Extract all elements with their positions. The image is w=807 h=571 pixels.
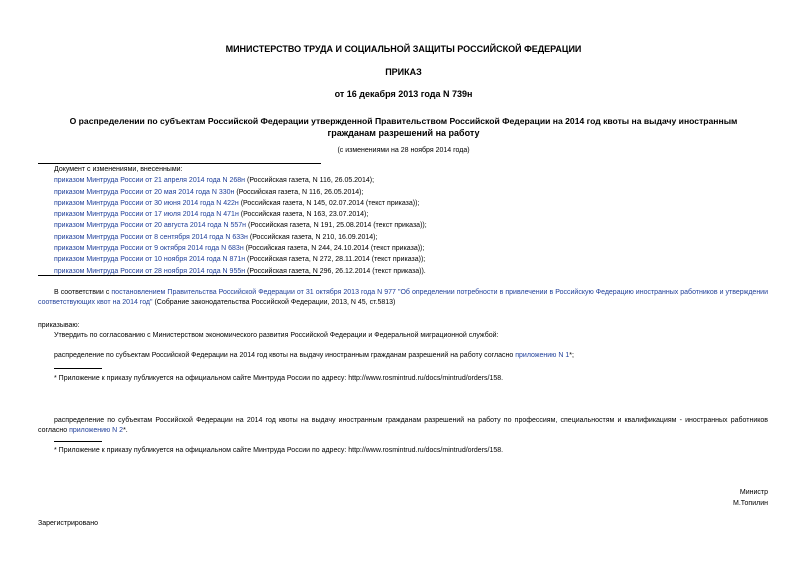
amendment-source: (Российская газета, N 296, 26.12.2014 (текст приказа)). (245, 267, 426, 275)
title-line-1: О распределении по субъектам Российской Федерации утвержденной Правительством Российской Федерации на 2014 год квоты на выдачу иностранным (69, 116, 738, 126)
amendments-intro: Документ с изменениями, внесенными: (54, 166, 183, 173)
amendment-link[interactable]: приказом Минтруда России от 20 мая 2014 года N 330н (54, 188, 235, 196)
government-decree-link[interactable]: постановлением Правительства Российской Федерации от 31 октября 2013 года N 977 "Об определении потребности в привлечении в Российскую Федерацию иностранных работников и утверждении соответствующих квот на 2014 год" (38, 289, 769, 306)
amendment-link[interactable]: приказом Минтруда России от 9 октября 2014 года N 683н (54, 245, 244, 253)
amendment-link[interactable]: приказом Минтруда России от 30 июня 2014 года N 422н (54, 199, 239, 207)
footnote-1: * Приложение к приказу публикуется на официальном сайте Минтруда России по адресу: http://www.rosmintrud.ru/docs/mintrud/orders/158. (54, 375, 504, 382)
amendment-item (54, 254, 774, 265)
amendment-item (54, 220, 774, 231)
approve-text: Утвердить по согласованию с Министерством экономического развития Российской Федерации и Федеральной миграционной службой: (54, 332, 499, 339)
doc-type-heading: ПРИКАЗ (385, 67, 422, 77)
item-2-end: *. (123, 427, 128, 434)
title-line-2: гражданам разрешений на работу (327, 128, 480, 138)
amendment-source: (Российская газета, N 272, 28.11.2014 (текст приказа)); (245, 256, 426, 264)
item-2-text: распределение по субъектам Российской Федерации на 2014 год квоты на выдачу иностранным гражданам разрешений на работу по профессиям, специальностям и квалификациям - иностранных работников согласно (38, 417, 768, 434)
amendment-source: (Российская газета, N 191, 25.08.2014 (текст приказа)); (246, 222, 427, 230)
footnote-1-rule (54, 368, 102, 369)
signature-name: М.Топилин (733, 500, 768, 507)
amendment-item (54, 243, 774, 254)
amendment-source: (Российская газета, N 116, 26.05.2014); (245, 177, 375, 185)
amendment-source: (Российская газета, N 210, 16.09.2014); (247, 233, 378, 241)
ministry-heading: МИНИСТЕРСТВО ТРУДА И СОЦИАЛЬНОЙ ЗАЩИТЫ РОССИЙСКОЙ ФЕДЕРАЦИИ (225, 44, 582, 54)
amendment-link[interactable]: приказом Минтруда России от 28 ноября 2014 года N 955н (54, 267, 246, 275)
amendments-list (54, 164, 774, 277)
amendment-link[interactable]: приказом Минтруда России от 21 апреля 2014 года N 268н (54, 177, 246, 185)
appendix-2-link[interactable]: приложению N 2 (69, 427, 124, 434)
divider-bottom (38, 275, 321, 276)
footnote-2: * Приложение к приказу публикуется на официальном сайте Минтруда России по адресу: http://www.rosmintrud.ru/docs/mintrud/orders/158. (54, 447, 504, 454)
amendment-source: (Российская газета, N 116, 26.05.2014); (234, 188, 364, 196)
amendment-item (54, 232, 774, 243)
amendment-link[interactable]: приказом Минтруда России от 20 августа 2014 года N 557н (54, 222, 247, 230)
amendment-link[interactable]: приказом Минтруда России от 10 ноября 2014 года N 871н (54, 256, 246, 264)
amendment-item (54, 187, 774, 198)
appendix-1-link[interactable]: приложению N 1 (515, 352, 570, 359)
registered-label: Зарегистрировано (38, 520, 98, 527)
basis-suffix: (Собрание законодательства Российской Федерации, 2013, N 45, ст.5813) (152, 299, 396, 306)
amended-note: (с изменениями на 28 ноября 2014 года) (337, 147, 470, 154)
amendment-item (54, 209, 774, 220)
amendment-link[interactable]: приказом Минтруда России от 8 сентября 2014 года N 633н (54, 233, 248, 241)
basis-prefix: В соответствии с (54, 289, 112, 296)
signature-position: Министр (739, 489, 768, 496)
amendment-source: (Российская газета, N 244, 24.10.2014 (текст приказа)); (243, 245, 425, 253)
amendment-source: (Российская газета, N 145, 02.07.2014 (текст приказа)); (238, 199, 420, 207)
amendment-item (54, 198, 774, 209)
order-word: приказываю: (38, 322, 80, 329)
item-1-text: распределение по субъектам Российской Федерации на 2014 год квоты на выдачу иностранным гражданам разрешений на работу согласно (54, 352, 516, 359)
item-2 (38, 416, 768, 436)
amendment-item (54, 175, 774, 186)
date-number-heading: от 16 декабря 2013 года N 739н (334, 89, 473, 99)
footnote-2-rule (54, 441, 102, 442)
item-1 (54, 351, 574, 361)
amendment-link[interactable]: приказом Минтруда России от 17 июля 2014 года N 471н (54, 211, 239, 219)
basis-paragraph (38, 288, 768, 308)
amendment-source: (Российская газета, N 163, 23.07.2014); (238, 211, 369, 219)
item-1-end: *; (569, 352, 574, 359)
